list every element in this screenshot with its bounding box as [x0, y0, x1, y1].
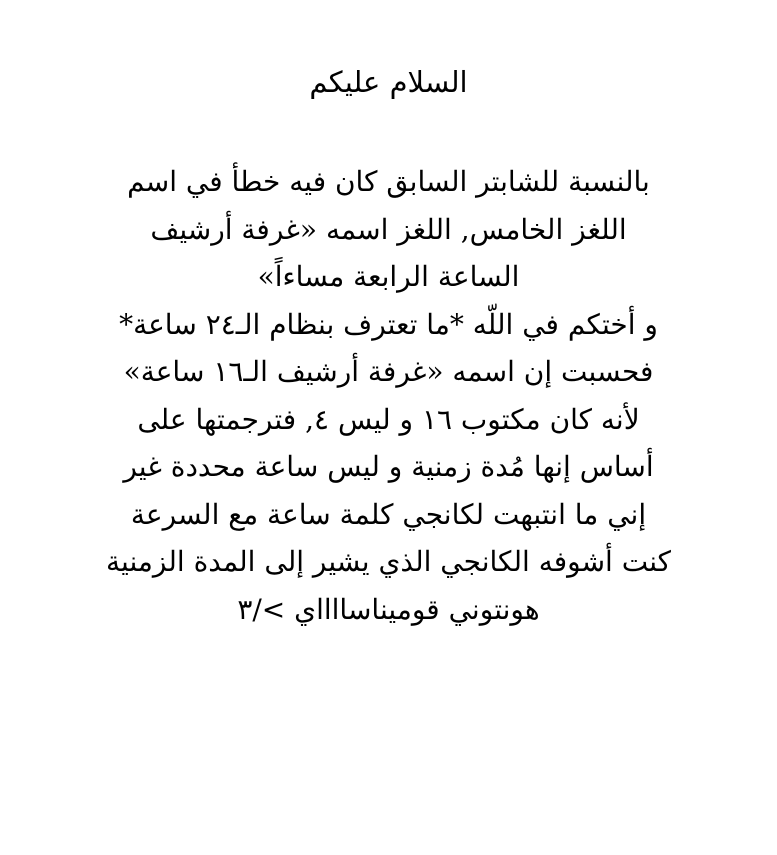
message-line: فحسبت إن اسمه «غرفة أرشيف الـ١٦ ساعة» — [123, 355, 654, 388]
message-line: و أختكم في اللّه *ما تعترف بنظام الـ٢٤ ساعة* — [119, 307, 658, 341]
message-body — [60, 158, 717, 633]
message-line: لأنه كان مكتوب ١٦ و ليس ٤, فترجمتها على — [137, 402, 640, 436]
message-line: إني ما انتبهت لكانجي كلمة ساعة مع السرعة — [130, 497, 647, 531]
message-line: هونتوني قوميناسااااي >/٣ — [237, 592, 540, 626]
greeting-heading: السلام عليكم — [309, 65, 468, 99]
message-line: كنت أشوفه الكانجي الذي يشير إلى المدة الزمنية — [106, 545, 671, 578]
message-line: اللغز الخامس, اللغز اسمه «غرفة أرشيف — [150, 212, 627, 246]
message-line: بالنسبة للشابتر السابق كان فيه خطأ في اسم — [127, 165, 650, 198]
message-line: أساس إنها مُدة زمنية و ليس ساعة محددة غير — [123, 450, 654, 483]
message-line: الساعة الرابعة مساءاً» — [257, 260, 520, 293]
